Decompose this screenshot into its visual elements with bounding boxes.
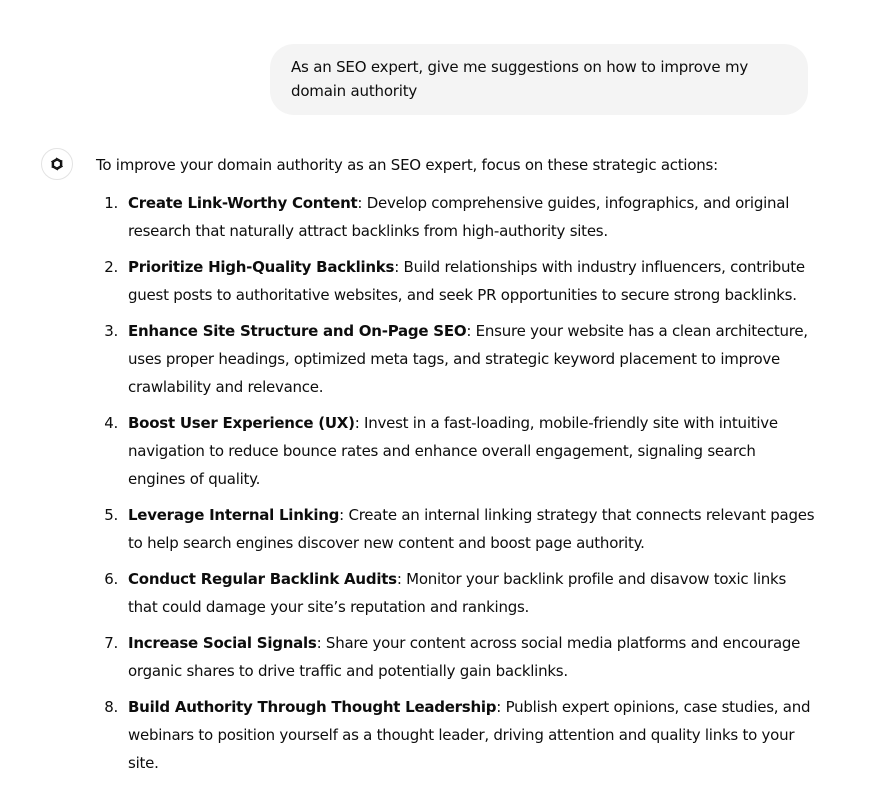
list-item-title: Leverage Internal Linking (128, 506, 340, 524)
list-item-number: 2. (104, 258, 118, 276)
list-item-number: 4. (104, 414, 118, 432)
list-item-number: 1. (104, 194, 118, 212)
list-item-text: : Monitor your backlink profile and disavow toxic links that could damage your site’s reputation and rankings. (128, 570, 787, 616)
openai-logo-icon (47, 154, 67, 174)
list-item (96, 409, 816, 493)
list-item-text: : Create an internal linking strategy that connects relevant pages to help search engines discover new content and boost page authority. (128, 506, 815, 552)
list-item-title: Create Link-Worthy Content (128, 194, 358, 212)
list-item (96, 565, 816, 621)
list-item-number: 8. (104, 698, 118, 716)
list-item-number: 3. (104, 322, 118, 340)
list-item-text: : Publish expert opinions, case studies, and webinars to position yourself as a thought leader, driving attention and quality links to your site. (128, 698, 811, 772)
list-item-text: : Build relationships with industry influencers, contribute guest posts to authoritative websites, and seek PR opportunities to secure strong backlinks. (128, 258, 805, 304)
list-item-text: : Develop comprehensive guides, infographics, and original research that naturally attract backlinks from high-authority sites. (128, 194, 790, 240)
list-item-title: Prioritize High-Quality Backlinks (128, 258, 395, 276)
list-item-title: Enhance Site Structure and On-Page SEO (128, 322, 467, 340)
assistant-intro: To improve your domain authority as an SEO expert, focus on these strategic actions: (96, 156, 718, 174)
list-item (96, 189, 816, 245)
list-item-number: 7. (104, 634, 118, 652)
list-item-title: Build Authority Through Thought Leadership (128, 698, 497, 716)
user-message-bubble: As an SEO expert, give me suggestions on how to improve my domain authority (270, 44, 808, 115)
assistant-message (96, 153, 816, 785)
list-item (96, 501, 816, 557)
list-item (96, 253, 816, 309)
list-item-text: : Invest in a fast-loading, mobile-friendly site with intuitive navigation to reduce bounce rates and enhance overall engagement, signaling search engines of quality. (128, 414, 778, 488)
assistant-avatar (41, 148, 73, 180)
list-item-title: Conduct Regular Backlink Audits (128, 570, 397, 588)
suggestion-list (96, 189, 816, 777)
list-item-title: Increase Social Signals (128, 634, 317, 652)
list-item-number: 6. (104, 570, 118, 588)
list-item (96, 317, 816, 401)
list-item (96, 629, 816, 685)
list-item-number: 5. (104, 506, 118, 524)
user-message-row (270, 44, 808, 115)
list-item (96, 693, 816, 777)
list-item-text: : Ensure your website has a clean architecture, uses proper headings, optimized meta tags, and strategic keyword placement to improve crawlability and relevance. (128, 322, 808, 396)
list-item-text: : Share your content across social media platforms and encourage organic shares to drive traffic and potentially gain backlinks. (128, 634, 801, 680)
list-item-title: Boost User Experience (UX) (128, 414, 355, 432)
